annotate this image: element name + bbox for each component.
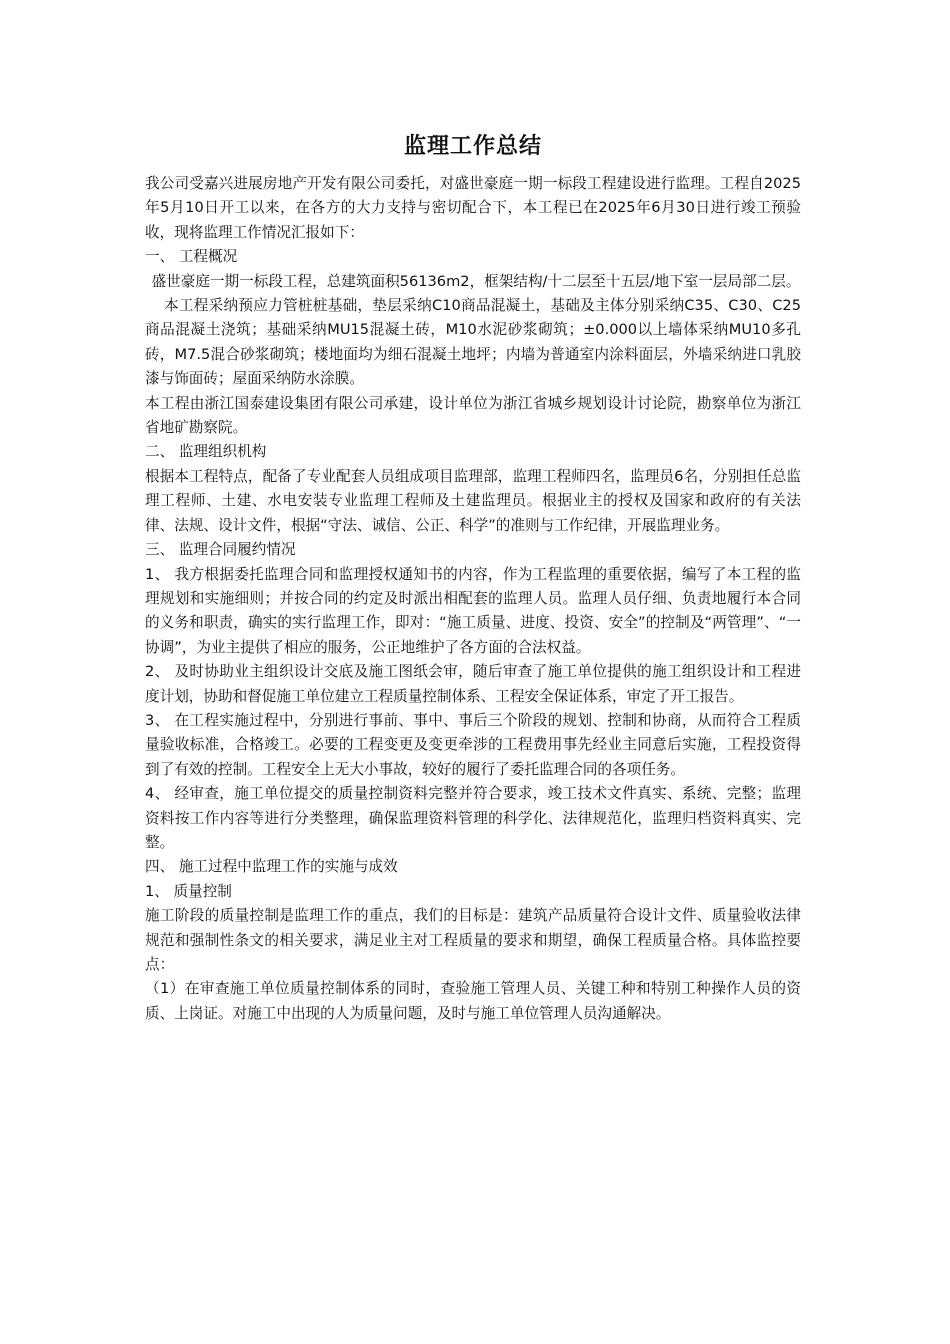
paragraph: （1）在审查施工单位质量控制体系的同时，查验施工管理人员、关键工种和特别工种操作人员的资质、上岗证。对施工中出现的人为质量问题，及时与施工单位管理人员沟通解决。 [145,980,801,1022]
section-heading: 四、 施工过程中监理工作的实施与成效 [145,858,398,876]
paragraph: 盛世豪庭一期一标段工程，总建筑面积56136m2，框架结构/十二层至十五层/地下室一层局部二层。 [151,272,801,290]
section-heading: 1、 质量控制 [145,882,232,900]
paragraph: 我公司受嘉兴进展房地产开发有限公司委托，对盛世豪庭一期一标段工程建设进行监理。工程自2025年5月10日开工以来，在各方的大力支持与密切配合下，本工程已在2025年6月30日进行竣工预验收，现将监理工作情况汇报如下： [145,175,801,241]
paragraph: 2、 及时协助业主组织设计交底及施工图纸会审，随后审查了施工单位提供的施工组织设计和工程进度计划，协助和督促施工单位建立工程质量控制体系、工程安全保证体系，审定了开工报告。 [145,663,801,705]
paragraph: 本工程由浙江国泰建设集团有限公司承建，设计单位为浙江省城乡规划设计讨论院，勘察单位为浙江省地矿勘察院。 [145,394,801,437]
paragraph: 4、 经审查，施工单位提交的质量控制资料完整并符合要求，竣工技术文件真实、系统、完整；监理资料按工作内容等进行分类整理，确保监理资料管理的科学化、法律规范化，监理归档资料真实、完整。 [145,785,801,851]
document-page [145,130,801,1026]
paragraph: 施工阶段的质量控制是监理工作的重点，我们的目标是：建筑产品质量符合设计文件、质量验收法律规范和强制性条文的相关要求，满足业主对工程质量的要求和期望，确保工程质量合格。具体监控要点： [145,907,801,973]
section-heading: 二、 监理组织机构 [145,443,267,461]
paragraph: 3、 在工程实施过程中，分别进行事前、事中、事后三个阶段的规划、控制和协商，从而符合工程质量验收标准，合格竣工。必要的工程变更及变更牵涉的工程费用事先经业主同意后实施，工程投资得到了有效的控制。工程安全上无大小事故，较好的履行了委托监理合同的各项任务。 [145,711,801,778]
section-heading: 三、 监理合同履约情况 [145,541,296,559]
paragraph: 1、 我方根据委托监理合同和监理授权通知书的内容，作为工程监理的重要依据，编写了本工程的监理规划和实施细则；并按合同的约定及时派出相配套的监理人员。监理人员仔细、负责地履行本合同的义务和职责，确实的实行监理工作，即对：“施工质量、进度、投资、安全”的控制及“两管理”、“一协调”，为业主提供了相应的服务，公正地维护了各方面的合法权益。 [145,565,801,656]
paragraph: 本工程采纳预应力管桩桩基础，垫层采纳C10商品混凝土，基础及主体分别采纳C35、C30、C25商品混凝土浇筑；基础采纳MU15混凝土砖，M10水泥砂浆砌筑；±0.000以上墙体采纳MU10多孔砖，M7.5混合砂浆砌筑；楼地面均为细石混凝土地坪；内墙为普通室内涂料面层，外墙采纳进口乳胶漆与饰面砖；屋面采纳防水涂膜。 [145,297,801,388]
paragraph: 根据本工程特点，配备了专业配套人员组成项目监理部，监理工程师四名，监理员6名，分别担任总监理工程师、土建、水电安装专业监理工程师及土建监理员。根据业主的授权及国家和政府的有关法律、法规、设计文件，根据“守法、诚信、公正、科学”的准则与工作纪律，开展监理业务。 [145,467,801,534]
document-body [145,172,801,1026]
document-title: 监理工作总结 [403,134,542,159]
section-heading: 一、 工程概况 [145,248,238,266]
